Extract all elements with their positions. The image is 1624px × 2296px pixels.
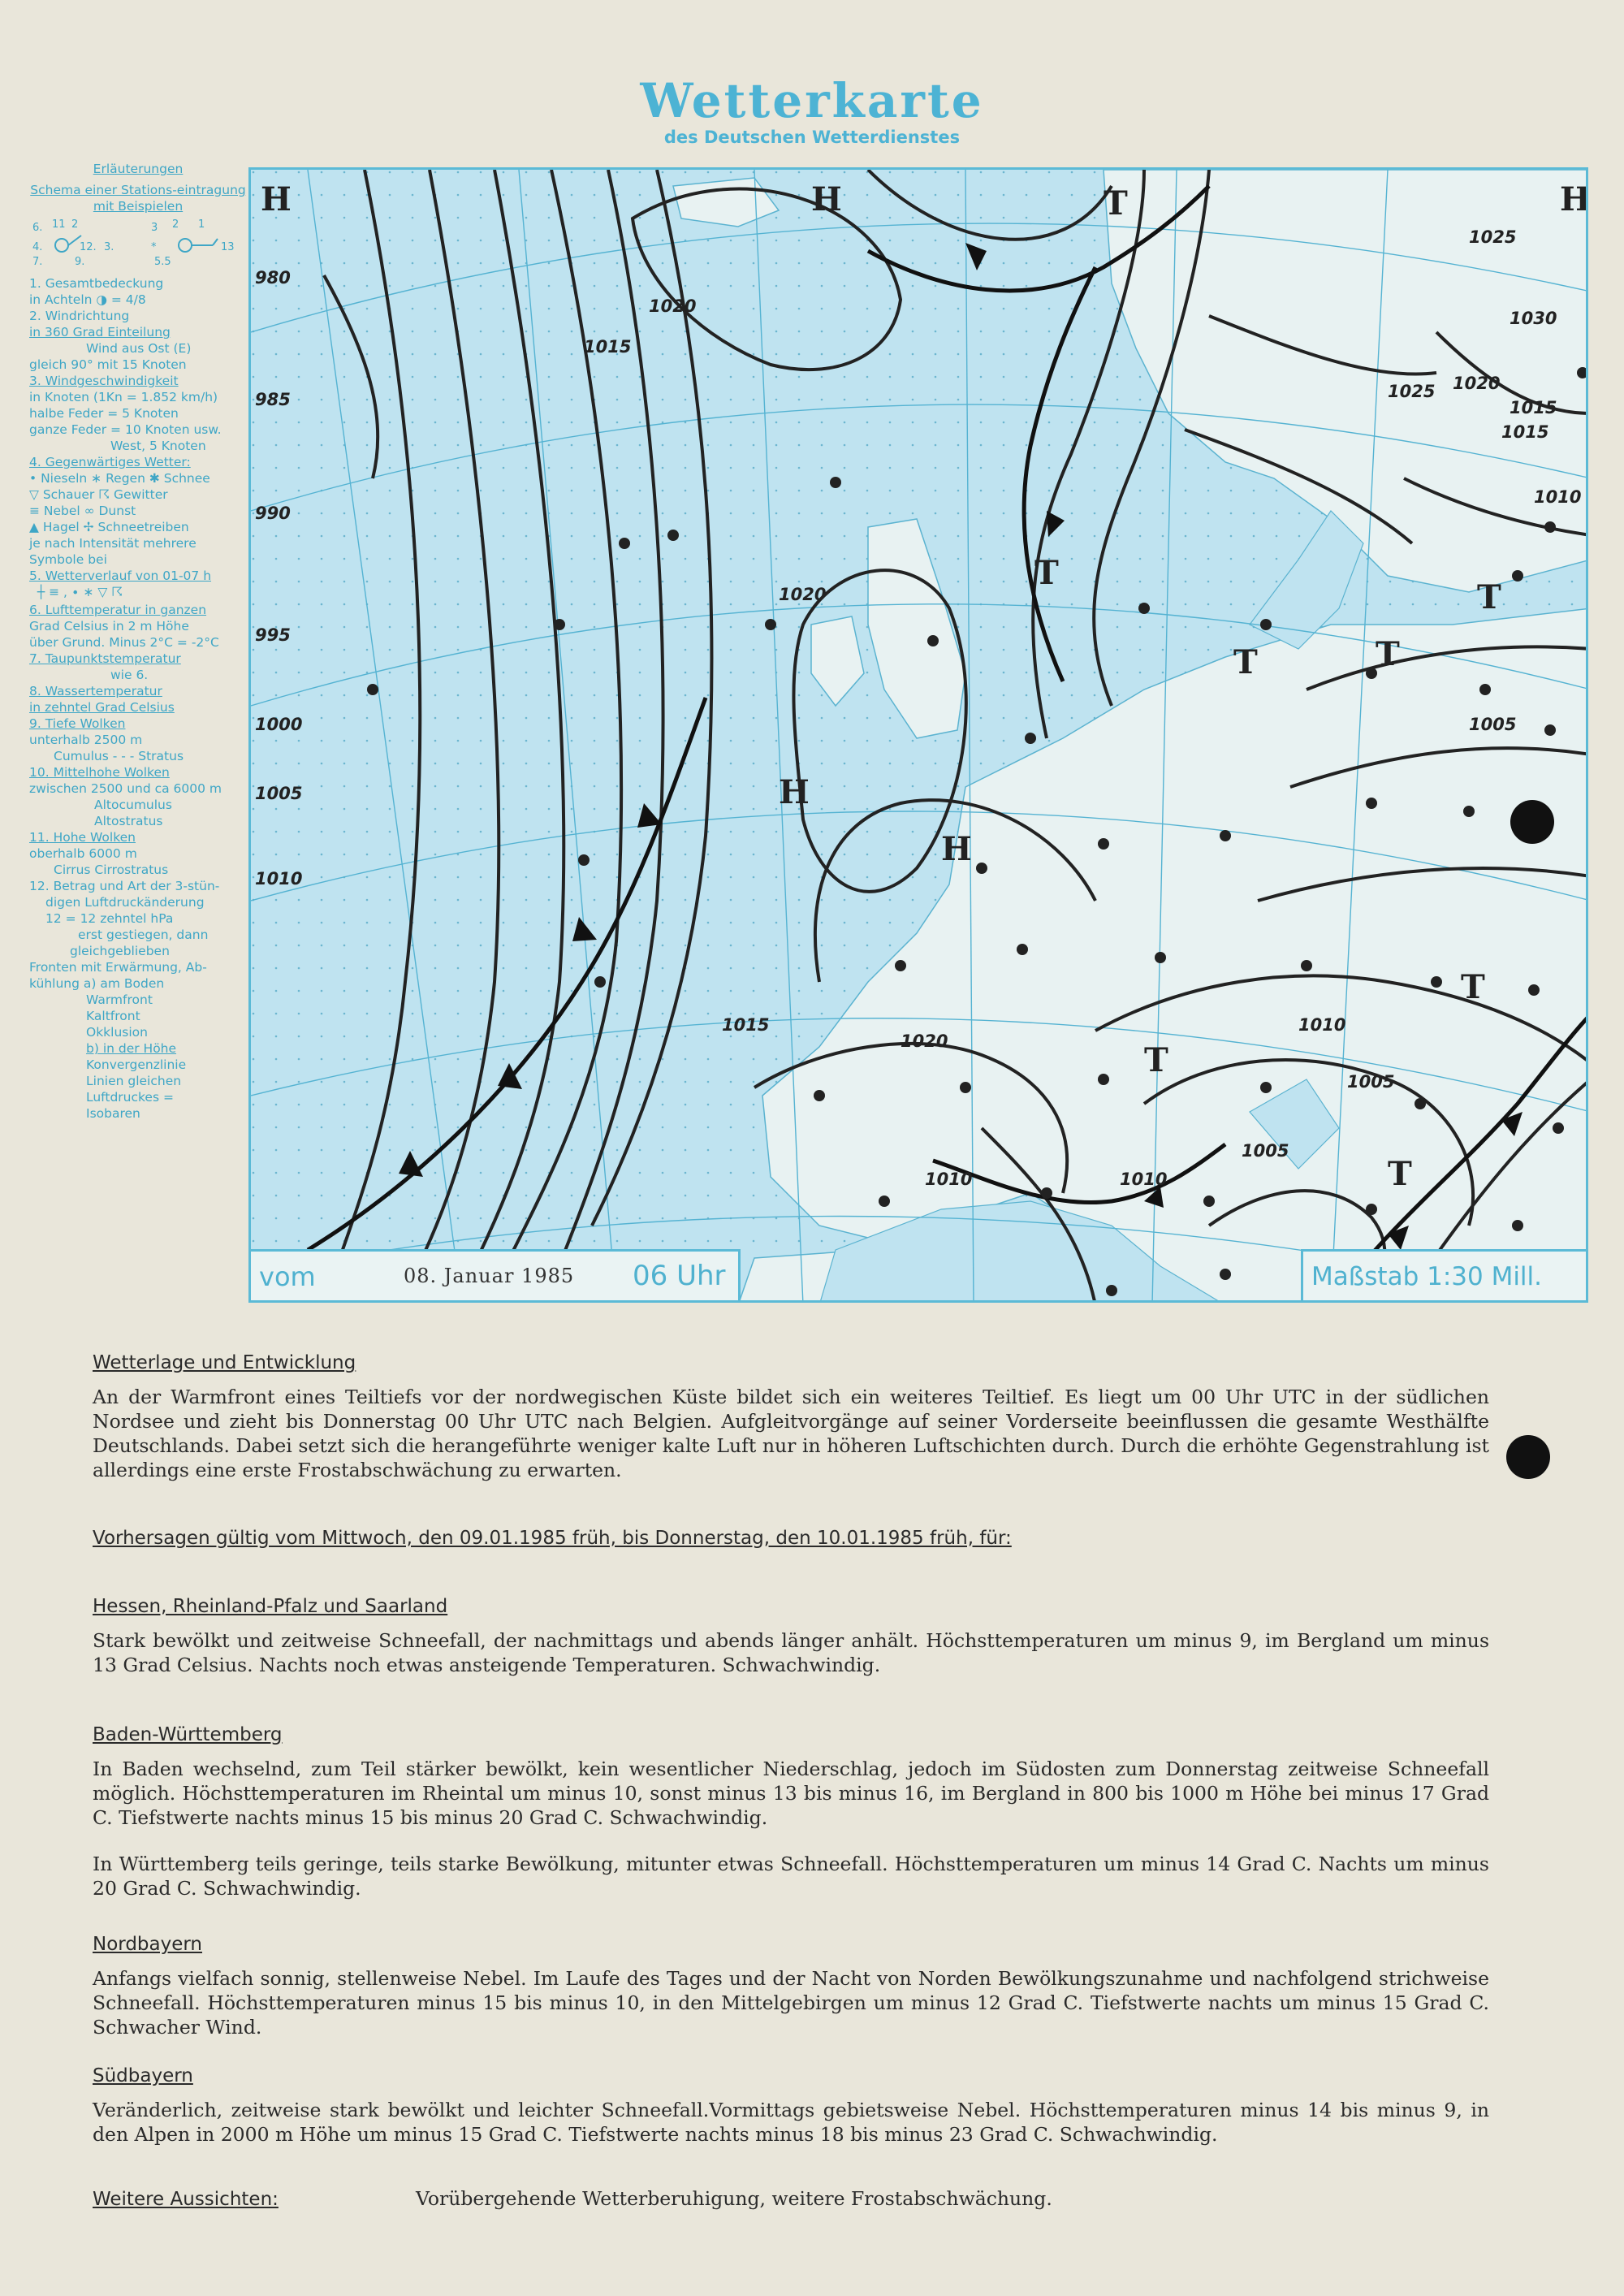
station-schema-graphic <box>29 218 240 268</box>
legend-item: Linien gleichen <box>86 1074 182 1088</box>
low-label: T <box>1104 184 1128 223</box>
low-label: T <box>1477 578 1501 616</box>
text-wetterlage: An der Warmfront eines Teiltiefs vor der nordwegischen Küste bildet sich ein weiteres Teiltief. Es liegt um 00 Uhr UTC in der südlichen Nordsee und zieht bis Donnerstag 00 Uhr UTC nach Belgien. Aufgleitvorgänge auf seiner Vorderseite beeinflussen die gesamte Westhälfte Deutschlands. Dabei setzt sich die herangeführte weniger kalte Luft nur in höheren Luftschichten durch. Durch die erhöhte Gegenstrahlung ist allerdings eine erste Frostabschwächung zu erwarten. <box>93 1386 1489 1481</box>
legend-item: ganze Feder = 10 Knoten usw. <box>29 422 222 437</box>
map-title <box>0 73 1624 147</box>
low-label: T <box>1233 643 1258 681</box>
legend-item: 10. Mittelhohe Wolken <box>29 765 170 780</box>
legend-item: Konvergenzlinie <box>86 1057 187 1072</box>
isobar-value: 1005 <box>1347 1072 1395 1092</box>
map-scale-box <box>1301 1249 1586 1300</box>
isobar-value: 1015 <box>1501 422 1549 442</box>
legend-item: 1. Gesamtbedeckung <box>29 276 164 291</box>
low-label: T <box>1461 968 1485 1006</box>
weather-map-drawing <box>251 170 1591 1303</box>
legend-item: gleichgeblieben <box>70 944 170 958</box>
legend-item: Kaltfront <box>86 1009 140 1023</box>
legend-item: in 360 Grad Einteilung <box>29 325 171 339</box>
title-subtitle: des Deutschen Wetterdienstes <box>663 128 961 147</box>
legend-item: unterhalb 2500 m <box>29 733 143 747</box>
legend-item: 5. Wetterverlauf von 01-07 h <box>29 569 212 583</box>
isobar-value: 1015 <box>1510 398 1557 417</box>
legend-item: Cumulus - - - Stratus <box>54 749 184 763</box>
legend-item: 9. Tiefe Wolken <box>29 716 126 731</box>
legend-item: 12 = 12 zehntel hPa <box>45 911 174 926</box>
legend-item: 12. Betrag und Art der 3-stün- <box>29 879 220 893</box>
isobar-value: 1005 <box>1242 1141 1289 1161</box>
legend-item: Wind aus Ost (E) <box>86 341 192 356</box>
legend-item: Cirrus Cirrostratus <box>54 863 169 877</box>
weather-map <box>248 167 1591 1303</box>
svg-text:*: * <box>151 241 157 253</box>
legend-item: zwischen 2500 und ca 6000 m <box>29 781 222 796</box>
isobar-value: 1010 <box>1298 1015 1346 1035</box>
isobar-value: 1010 <box>1120 1170 1168 1189</box>
legend-item: Symbole bei <box>29 552 107 567</box>
legend-item: digen Luftdruckänderung <box>45 895 205 910</box>
svg-text:2: 2 <box>71 218 79 231</box>
text-wuerttemberg: In Württemberg teils geringe, teils starke Bewölkung, mitunter etwas Schneefall. Höchsttemperaturen um minus 14 Grad C. Nachts um minus 20 Grad C. Schwachwindig. <box>93 1853 1489 1900</box>
legend-item: in Achteln ◑ = 4/8 <box>29 292 146 307</box>
legend-panel <box>29 161 247 1122</box>
isobar-value: 1020 <box>779 585 827 604</box>
heading-vorhersage: Vorhersagen gültig vom Mittwoch, den 09.01.1985 früh, bis Donnerstag, den 10.01.1985 früh, für: <box>93 1528 1012 1549</box>
legend-item: in zehntel Grad Celsius <box>29 700 175 715</box>
legend-item: gleich 90° mit 15 Knoten <box>29 357 187 372</box>
legend-item: erst gestiegen, dann <box>78 927 209 942</box>
legend-item: über Grund. Minus 2°C = -2°C <box>29 635 219 650</box>
isobar-value: 1010 <box>1534 487 1582 507</box>
low-label: T <box>1388 1155 1412 1193</box>
high-label: H <box>811 180 842 218</box>
svg-text:3.: 3. <box>104 241 114 253</box>
map-date-box <box>251 1249 741 1300</box>
heading-wetterlage: Wetterlage und Entwicklung <box>93 1352 356 1373</box>
isobar-value: 1005 <box>1469 715 1517 734</box>
text-suedbayern: Veränderlich, zeitweise stark bewölkt und leichter Schneefall.Vormittags gebietsweise Nebel. Höchsttemperaturen minus 14 bis minus 9, in den Alpen in 2000 m Höhe um minus 15 Grad C. Tiefstwerte nachts minus 18 bis minus 23 Grad C. Schwachwindig. <box>93 2099 1489 2146</box>
svg-text:11: 11 <box>52 218 66 231</box>
svg-text:1: 1 <box>198 218 205 231</box>
legend-item: halbe Feder = 5 Knoten <box>29 406 179 421</box>
legend-item: Altostratus <box>94 814 163 828</box>
legend-item: Isobaren <box>86 1106 140 1121</box>
low-label: T <box>1144 1041 1168 1079</box>
legend-item: je nach Intensität mehrere <box>29 536 197 551</box>
low-label: T <box>1034 554 1059 592</box>
text-baden: In Baden wechselnd, zum Teil stärker bewölkt, kein wesentlicher Niederschlag, jedoch im Südosten zum Donnerstag zeitweise Schneefall möglich. Höchsttemperaturen im Rheintal um minus 10, sonst minus 13 bis minus 16, im Bergland in 800 bis 1000 m Höhe bei minus 17 Grad C. Tiefstwerte nachts minus 15 bis minus 20 Grad C. Schwachwindig. <box>93 1758 1489 1829</box>
svg-text:3: 3 <box>151 222 158 234</box>
svg-text:7.: 7. <box>32 256 43 268</box>
legend-items <box>29 275 247 1122</box>
high-label: T <box>1376 635 1400 673</box>
text-nordbayern: Anfangs vielfach sonnig, stellenweise Nebel. Im Laufe des Tages und der Nacht von Norden Bewölkungszunahme und nachfolgend strichweise Schneefall. Höchsttemperaturen minus 15 bis minus 10, in den Mittelgebirgen um minus 12 Grad C. Tiefstwerte nachts um minus 15 Grad C. Schwacher Wind. <box>93 1967 1489 2039</box>
legend-item: Luftdruckes = <box>86 1090 174 1105</box>
legend-item: oberhalb 6000 m <box>29 846 137 861</box>
legend-item: Grad Celsius in 2 m Höhe <box>29 619 189 633</box>
legend-item: 4. Gegenwärtiges Wetter: <box>29 455 191 469</box>
legend-item: • Nieseln ∗ Regen ✱ Schnee <box>29 471 210 486</box>
heading-hessen: Hessen, Rheinland-Pfalz und Saarland <box>93 1596 448 1617</box>
isobar-value: 1015 <box>722 1015 770 1035</box>
legend-item: Altocumulus <box>94 798 172 812</box>
isobar-value: 1010 <box>255 869 303 889</box>
svg-text:2: 2 <box>172 218 179 231</box>
map-date-prefix: vom <box>259 1261 316 1292</box>
punch-hole-text <box>1506 1435 1550 1479</box>
text-aussichten: Vorübergehende Wetterberuhigung, weitere Frostabschwächung. <box>416 2187 1052 2210</box>
legend-heading: Erläuterungen <box>93 162 184 176</box>
heading-baden-wuerttemberg: Baden-Württemberg <box>93 1724 283 1745</box>
isobar-value: 1020 <box>1453 374 1501 393</box>
legend-item: 2. Windrichtung <box>29 309 130 323</box>
map-time: 06 Uhr <box>633 1260 726 1292</box>
legend-item: ▲ Hagel ✢ Schneetreiben <box>29 520 189 534</box>
map-date: 08. Januar 1985 <box>404 1265 575 1287</box>
isobar-value: 1000 <box>255 715 303 734</box>
legend-item: ▽ Schauer ☈ Gewitter <box>29 487 168 502</box>
punch-hole-map <box>1510 800 1554 844</box>
isobar-value: 990 <box>255 504 291 523</box>
isobar-value: 1015 <box>584 337 632 357</box>
isobar-value: 1010 <box>925 1170 973 1189</box>
heading-aussichten: Weitere Aussichten: <box>93 2189 279 2210</box>
legend-item: 7. Taupunktstemperatur <box>29 651 181 666</box>
high-label: H <box>941 830 972 868</box>
map-scale: Maßstab 1:30 Mill. <box>1311 1262 1543 1291</box>
legend-item: kühlung a) am Boden <box>29 976 165 991</box>
heading-suedbayern: Südbayern <box>93 2065 193 2086</box>
svg-text:9.: 9. <box>75 256 85 268</box>
text-hessen: Stark bewölkt und zeitweise Schneefall, der nachmittags und abends länger anhält. Höchsttemperaturen um minus 9, im Bergland um minus 13 Grad Celsius. Nachts noch etwas ansteigende Temperaturen. Schwachwindig. <box>93 1629 1489 1676</box>
isobar-value: 980 <box>255 268 291 288</box>
title-main: Wetterkarte <box>640 73 984 128</box>
svg-text:13: 13 <box>221 241 235 253</box>
isobar-value: 1005 <box>255 784 303 803</box>
legend-item: Fronten mit Erwärmung, Ab- <box>29 960 207 975</box>
legend-item: 11. Hohe Wolken <box>29 830 136 845</box>
isobar-value: 985 <box>255 390 291 409</box>
legend-item: wie 6. <box>110 668 149 682</box>
svg-text:4.: 4. <box>32 241 43 253</box>
legend-symbol-row: ┼ ≡ , ∙ ∗ ▽ ☈ <box>29 585 123 599</box>
low-label: H <box>261 180 292 218</box>
isobar-value: 1020 <box>649 296 697 316</box>
legend-item: West, 5 Knoten <box>110 439 206 453</box>
svg-text:12.: 12. <box>80 241 97 253</box>
legend-item: 8. Wassertemperatur <box>29 684 162 698</box>
isobar-value: 1020 <box>901 1031 948 1051</box>
legend-item: b) in der Höhe <box>86 1041 177 1056</box>
svg-text:6.: 6. <box>32 222 43 234</box>
high-label: H <box>1560 180 1591 218</box>
legend-item: 6. Lufttemperatur in ganzen <box>29 603 207 617</box>
legend-item: ≡ Nebel ∞ Dunst <box>29 504 136 518</box>
high-label: H <box>779 773 810 811</box>
svg-text:5.5: 5.5 <box>154 256 171 268</box>
legend-item: in Knoten (1Kn = 1.852 km/h) <box>29 390 218 404</box>
isobar-value: 1030 <box>1510 309 1557 328</box>
isobar-value: 1025 <box>1388 382 1436 401</box>
isobar-value: 1025 <box>1469 227 1517 247</box>
isobar-value: 995 <box>255 625 291 645</box>
legend-item: Warmfront <box>86 992 153 1007</box>
heading-nordbayern: Nordbayern <box>93 1934 203 1955</box>
legend-item: Okklusion <box>86 1025 148 1040</box>
legend-schema: Schema einer Stations-eintragung mit Beispielen <box>30 183 246 214</box>
legend-item: 3. Windgeschwindigkeit <box>29 374 179 388</box>
